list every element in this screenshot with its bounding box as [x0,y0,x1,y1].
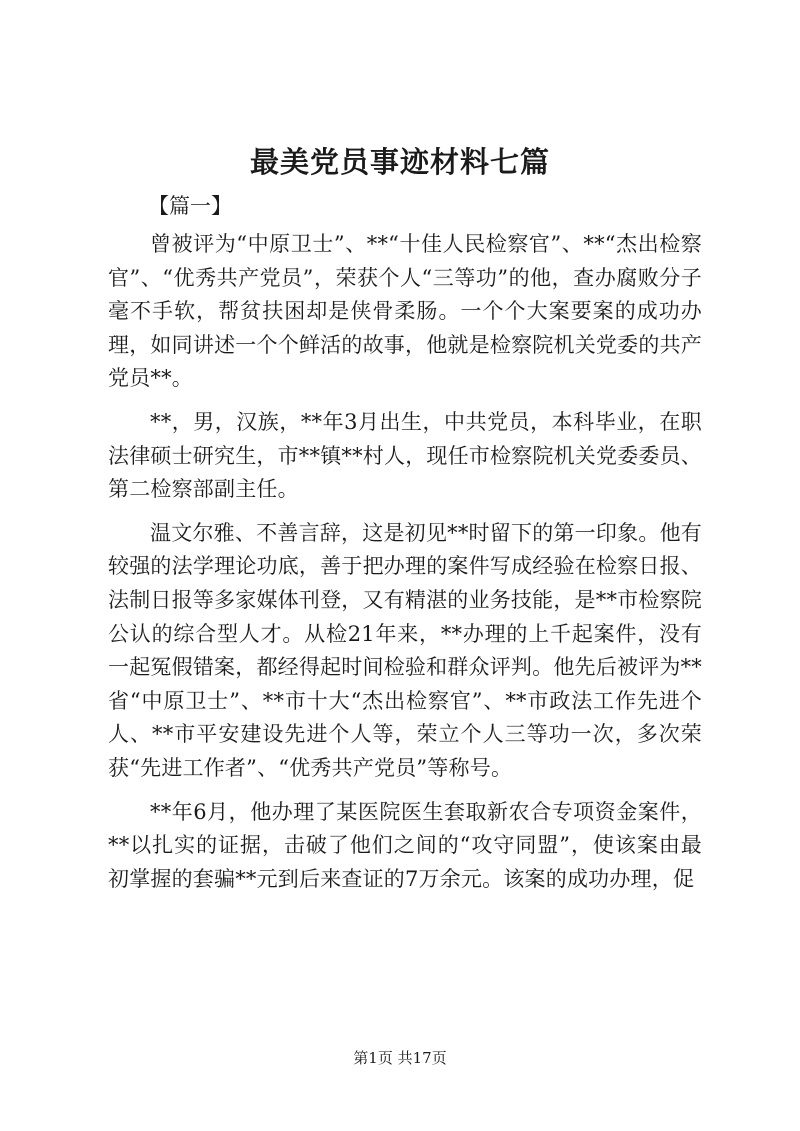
page-title: 最美党员事迹材料七篇 [249,145,550,179]
paragraph: 曾被评为“中原卫士”、**“十佳人民检察官”、**“杰出检察官”、“优秀共产党员”，荣获个人“三等功”的他，查办腐败分子毫不手软，帮贫扶困却是侠骨柔肠。一个个大案要案的成功办理，如同讲述一个个鲜活的故事，他就是检察院机关党委的共产党员**。 [108,232,702,391]
paragraph: **，男，汉族，**年3月出生，中共党员，本科毕业，在职法律硕士研究生，市**镇**村人，现任市检察院机关党委委员、第二检察部副主任。 [108,409,702,502]
paragraph: 温文尔雅、不善言辞，这是初见**时留下的第一印象。他有较强的法学理论功底，善于把办理的案件写成经验在检察日报、法制日报等多家媒体刊登，又有精湛的业务技能，是**市检察院公认的综合型人才。从检21年来，**办理的上千起案件，没有一起冤假错案，都经得起时间检验和群众评判。他先后被评为**省“中原卫士”、**市十大“杰出检察官”、**市政法工作先进个人、**市平安建设先进个人等，荣立个人三等功一次，多次荣获“先进工作者”、“优秀共产党员”等称号。 [108,520,702,780]
section-heading: 【篇一】 [148,194,232,218]
body-text [108,228,702,896]
page-footer: 第1页 共17页 [353,1049,447,1067]
paragraph: **年6月，他办理了某医院医生套取新农合专项资金案件，**以扎实的证据，击破了他们之间的“攻守同盟”，使该案由最初掌握的套骗**元到后来查证的7万余元。该案的成功办理，促 [108,799,702,891]
